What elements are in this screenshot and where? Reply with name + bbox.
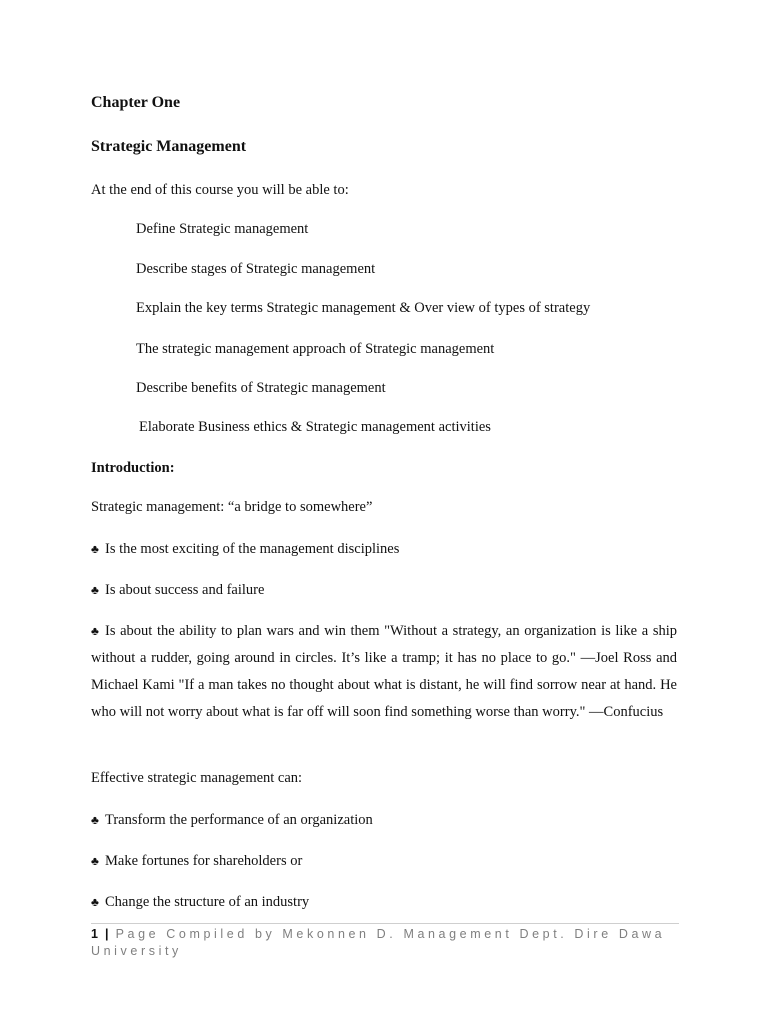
bullet-text: Is the most exciting of the management disciplines (105, 541, 400, 557)
bullet-item (91, 581, 264, 599)
page-footer (91, 926, 679, 960)
bullet-text: Make fortunes for shareholders or (105, 853, 303, 869)
objective-item: The strategic management approach of Strategic management (136, 341, 495, 357)
bullet-text: Is about success and failure (105, 582, 265, 598)
bullet-item (91, 893, 309, 911)
bridge-line: Strategic management: “a bridge to somewhere” (91, 499, 373, 515)
club-bullet-icon: ♣ (91, 624, 99, 638)
objective-item: Elaborate Business ethics & Strategic management activities (139, 419, 491, 435)
quote-paragraph (91, 618, 677, 726)
effective-line: Effective strategic management can: (91, 770, 303, 786)
club-bullet-icon: ♣ (91, 542, 99, 556)
chapter-heading: Chapter One (91, 94, 181, 111)
objective-item: Describe benefits of Strategic management (136, 380, 386, 396)
bullet-item (91, 811, 373, 829)
bullet-item (91, 540, 399, 558)
bullet-text: Change the structure of an industry (105, 894, 310, 910)
club-bullet-icon: ♣ (91, 895, 99, 909)
objectives-intro: At the end of this course you will be able to: (91, 182, 349, 198)
club-bullet-icon: ♣ (91, 813, 99, 827)
club-bullet-icon: ♣ (91, 854, 99, 868)
bullet-item (91, 852, 302, 870)
bullet-text: Transform the performance of an organization (105, 812, 373, 828)
footer-separator: | (105, 927, 109, 941)
introduction-heading: Introduction: (91, 460, 175, 476)
objective-item: Define Strategic management (136, 221, 309, 237)
footer-divider (91, 923, 679, 924)
footer-text: Page Compiled by Mekonnen D. Management Dept. Dire Dawa University (91, 927, 666, 958)
section-title: Strategic Management (91, 138, 247, 155)
quote-text: Is about the ability to plan wars and win them "Without a strategy, an organization is like a ship without a rudder, going around in circles. It’s like a tramp; it has no place to go." —Joel Ross and Michael Kami "If a man takes no thought about what is distant, he will find sorrow near at hand. He who will not worry about what is far off will soon find something worse than worry." —Confucius (91, 623, 677, 720)
objective-item: Explain the key terms Strategic management & Over view of types of strategy (136, 300, 591, 316)
objective-item: Describe stages of Strategic management (136, 261, 376, 277)
club-bullet-icon: ♣ (91, 583, 99, 597)
page-number: 1 (91, 927, 98, 941)
